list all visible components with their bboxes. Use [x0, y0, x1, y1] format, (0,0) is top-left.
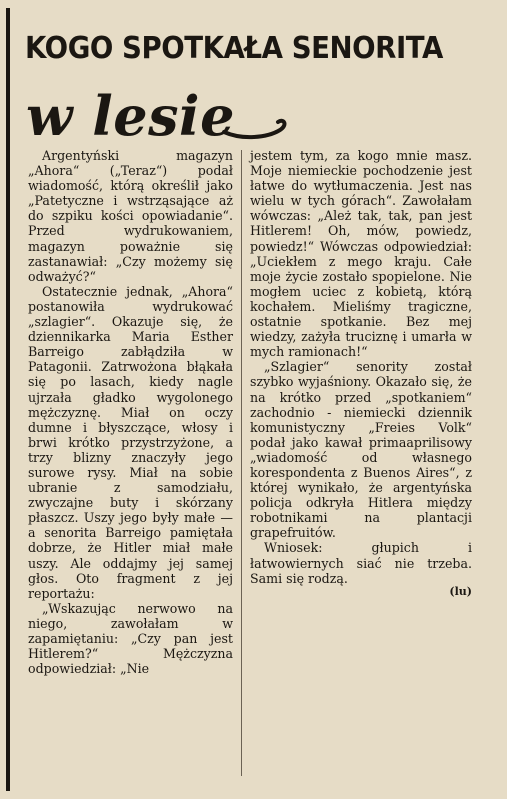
paragraph: jestem tym, za kogo mnie masz. Moje niemieckie pochodzenie jest łatwe do wytłumaczenia. Jest nas wielu w tych górach“. Zawołałam wówczas: „Ależ tak, tak, pan jest Hitlerem! Oh, mów, powiedz, powiedz!“ Wówczas odpowiedział: „Uciekłem z mego kraju. Całe moje życie zostało spopielone. Nie mogłem uciec z kobietą, którą kochałem. Mieliśmy tragiczne, ostatnie spotkanie. Bez mej wiedzy, zażyła truciznę i umarła w mych ramionach!“ — [250, 148, 472, 360]
headline: KOGO SPOTKAŁA SENORITA — [25, 31, 443, 66]
paragraph: Wniosek: głupich i łatwowiernych siać nie trzeba. Sami się rodzą. — [250, 540, 472, 586]
article-column-2 — [250, 148, 472, 599]
article-column-1 — [28, 148, 233, 676]
column-divider — [241, 150, 242, 776]
paragraph: Ostatecznie jednak, „Ahora“ postanowiła wydrukować „szlagier“. Okazuje się, że dziennikarka Maria Esther Barreigo zabłądziła w Patagonii. Zatrwożona błąkała się po lasach, kiedy nagle ujrzała gładko wygolonego mężczyznę. Miał on oczy dumne i błyszczące, włosy i brwi krótko przystrzyżone, a trzy blizny znaczyły jego surowe rysy. Miał na sobie ubranie z samodziału, zwyczajne buty i skórzany płaszcz. Uszy jego były małe — a senorita Barreigo pamiętała dobrze, że Hitler miał małe uszy. Ale oddajmy jej samej głos. Oto fragment z jej reportażu: — [28, 283, 233, 601]
paragraph: „Szlagier“ senority został szybko wyjaśniony. Okazało się, że na krótko przed „spotkaniem“ zachodnio - niemiecki dziennik komunistyczny „Freies Volk“ podał jako kawał primaaprilisowy „wiadomość od własnego korespondenta z Buenos Aires“, z której wynikało, że argentyńska policja odkryła Hitlera między robotnikami na plantacji grapefruitów. — [250, 359, 472, 541]
subheadline: w lesie — [26, 84, 235, 148]
author-signature: (lu) — [449, 584, 472, 598]
paragraph: Argentyński magazyn „Ahora“ („Teraz“) podał wiadomość, którą określił jako „Patetyczne i wstrząsające aż do szpiku kości opowiadanie“. Przed wydrukowaniem, magazyn poważnie się zastanawiał: „Czy możemy się odważyć?“ — [28, 148, 233, 284]
paragraph: „Wskazując nerwowo na niego, zawołałam w zapamiętaniu: „Czy pan jest Hitlerem?“ Mężczyzna odpowiedział: „Nie — [28, 600, 233, 677]
left-border-rule — [6, 8, 10, 791]
swash-decoration — [222, 110, 292, 140]
